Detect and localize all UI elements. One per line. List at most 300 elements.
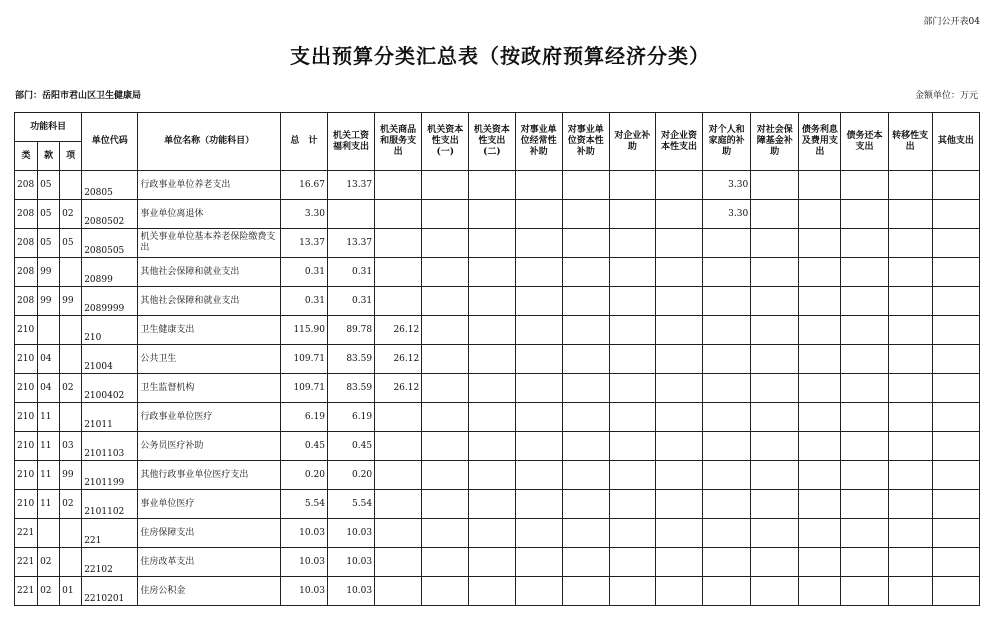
cell-c6 [562, 548, 609, 577]
page-title: 支出预算分类汇总表（按政府预算经济分类） [290, 44, 710, 68]
cell-c2 [375, 258, 422, 287]
cell-c11 [799, 490, 841, 519]
table-row [15, 461, 980, 490]
cell-c5 [515, 548, 562, 577]
cell-total: 5.54 [280, 490, 327, 519]
cell-c14 [932, 258, 979, 287]
cell-c2 [375, 577, 422, 606]
cell-c1: 0.31 [327, 287, 374, 316]
cell-total: 0.31 [280, 287, 327, 316]
cell-c2: 26.12 [375, 345, 422, 374]
cell-c2 [375, 461, 422, 490]
cell-c10 [751, 258, 799, 287]
cell-c9 [703, 519, 751, 548]
table-row [15, 548, 980, 577]
cell-c1: 10.03 [327, 577, 374, 606]
header-c6: 对事业单位资本性补助 [562, 113, 609, 171]
cell-c1: 0.45 [327, 432, 374, 461]
header-c9: 对个人和家庭的补助 [703, 113, 751, 171]
cell-c11 [799, 171, 841, 200]
cell-c9 [703, 374, 751, 403]
cell-c6 [562, 374, 609, 403]
form-number: 部门公开表04 [923, 17, 980, 27]
cell-c12 [841, 287, 888, 316]
cell-c14 [932, 519, 979, 548]
cell-unit-code: 2210201 [82, 577, 138, 606]
cell-c8 [655, 171, 702, 200]
cell-c11 [799, 374, 841, 403]
cell-c2 [375, 490, 422, 519]
cell-c14 [932, 577, 979, 606]
cell-c8 [655, 577, 702, 606]
cell-c11 [799, 258, 841, 287]
cell-c6 [562, 577, 609, 606]
cell-c1: 0.31 [327, 258, 374, 287]
cell-xiang [60, 171, 82, 200]
cell-unit-name: 其他社会保障和就业支出 [138, 258, 280, 287]
cell-c11 [799, 200, 841, 229]
cell-c4 [469, 490, 515, 519]
cell-lei: 221 [15, 577, 38, 606]
cell-c9 [703, 403, 751, 432]
cell-kuan [38, 519, 60, 548]
cell-kuan: 11 [38, 432, 60, 461]
cell-c8 [655, 287, 702, 316]
cell-xiang [60, 345, 82, 374]
cell-c8 [655, 403, 702, 432]
cell-total: 0.20 [280, 461, 327, 490]
cell-xiang: 05 [60, 229, 82, 258]
cell-total: 0.45 [280, 432, 327, 461]
cell-c14 [932, 461, 979, 490]
cell-c2 [375, 548, 422, 577]
cell-c9 [703, 490, 751, 519]
cell-c14 [932, 287, 979, 316]
cell-xiang [60, 403, 82, 432]
cell-c5 [515, 345, 562, 374]
cell-kuan: 99 [38, 258, 60, 287]
cell-unit-code: 2089999 [82, 287, 138, 316]
cell-unit-code: 21004 [82, 345, 138, 374]
cell-c1: 89.78 [327, 316, 374, 345]
cell-kuan: 04 [38, 374, 60, 403]
table-row [15, 171, 980, 200]
cell-c13 [888, 461, 932, 490]
cell-kuan: 99 [38, 287, 60, 316]
cell-c12 [841, 171, 888, 200]
cell-c1: 13.37 [327, 229, 374, 258]
cell-xiang: 03 [60, 432, 82, 461]
cell-unit-name: 其他社会保障和就业支出 [138, 287, 280, 316]
cell-total: 13.37 [280, 229, 327, 258]
table-row [15, 287, 980, 316]
cell-c3 [422, 316, 469, 345]
header-kuan: 款 [38, 142, 60, 171]
cell-unit-name: 公务员医疗补助 [138, 432, 280, 461]
cell-lei: 210 [15, 345, 38, 374]
header-unit-name: 单位名称（功能科目） [138, 113, 280, 171]
cell-c11 [799, 316, 841, 345]
cell-c10 [751, 519, 799, 548]
cell-c11 [799, 432, 841, 461]
cell-c5 [515, 229, 562, 258]
cell-c13 [888, 432, 932, 461]
cell-c4 [469, 258, 515, 287]
cell-c7 [609, 287, 655, 316]
cell-c5 [515, 490, 562, 519]
header-c14: 其他支出 [932, 113, 979, 171]
cell-c4 [469, 461, 515, 490]
table-row [15, 374, 980, 403]
cell-lei: 208 [15, 229, 38, 258]
cell-c9 [703, 258, 751, 287]
cell-unit-name: 公共卫生 [138, 345, 280, 374]
cell-c11 [799, 577, 841, 606]
cell-c5 [515, 287, 562, 316]
expenditure-table [14, 112, 980, 606]
meta-row [15, 88, 978, 101]
cell-c6 [562, 432, 609, 461]
cell-lei: 210 [15, 403, 38, 432]
cell-c8 [655, 374, 702, 403]
cell-kuan: 11 [38, 461, 60, 490]
cell-c11 [799, 519, 841, 548]
header-c2: 机关商品和服务支出 [375, 113, 422, 171]
cell-c6 [562, 171, 609, 200]
cell-c12 [841, 200, 888, 229]
cell-c7 [609, 490, 655, 519]
cell-c13 [888, 316, 932, 345]
department-label: 部门：岳阳市君山区卫生健康局 [15, 91, 142, 101]
cell-c13 [888, 229, 932, 258]
cell-c13 [888, 577, 932, 606]
cell-xiang [60, 316, 82, 345]
cell-c10 [751, 403, 799, 432]
cell-c13 [888, 345, 932, 374]
cell-c8 [655, 229, 702, 258]
header-c3: 机关资本性支出(一) [422, 113, 469, 171]
cell-c13 [888, 200, 932, 229]
cell-c13 [888, 490, 932, 519]
table-row [15, 229, 980, 258]
table-row [15, 200, 980, 229]
cell-c13 [888, 374, 932, 403]
cell-c1: 0.20 [327, 461, 374, 490]
cell-lei: 208 [15, 200, 38, 229]
cell-c1: 83.59 [327, 345, 374, 374]
cell-c2 [375, 432, 422, 461]
header-unit-code: 单位代码 [82, 113, 138, 171]
cell-c4 [469, 287, 515, 316]
cell-kuan: 05 [38, 229, 60, 258]
cell-unit-code: 22102 [82, 548, 138, 577]
cell-total: 10.03 [280, 548, 327, 577]
cell-c2 [375, 200, 422, 229]
table-row [15, 432, 980, 461]
header-c4: 机关资本性支出(二) [469, 113, 515, 171]
cell-unit-name: 行政事业单位养老支出 [138, 171, 280, 200]
cell-c14 [932, 432, 979, 461]
cell-c1: 13.37 [327, 171, 374, 200]
cell-c14 [932, 490, 979, 519]
cell-c4 [469, 200, 515, 229]
cell-c8 [655, 519, 702, 548]
cell-c6 [562, 316, 609, 345]
cell-c6 [562, 403, 609, 432]
cell-c3 [422, 345, 469, 374]
cell-c7 [609, 316, 655, 345]
cell-unit-name: 住房公积金 [138, 577, 280, 606]
cell-c2 [375, 287, 422, 316]
cell-c14 [932, 374, 979, 403]
cell-c12 [841, 461, 888, 490]
table-row [15, 519, 980, 548]
cell-c9: 3.30 [703, 171, 751, 200]
cell-c11 [799, 229, 841, 258]
cell-unit-name: 事业单位医疗 [138, 490, 280, 519]
cell-c5 [515, 577, 562, 606]
cell-c1: 10.03 [327, 548, 374, 577]
cell-c11 [799, 345, 841, 374]
cell-c8 [655, 258, 702, 287]
cell-c12 [841, 403, 888, 432]
cell-c4 [469, 577, 515, 606]
cell-c12 [841, 229, 888, 258]
cell-c8 [655, 490, 702, 519]
cell-c12 [841, 577, 888, 606]
cell-c12 [841, 316, 888, 345]
cell-c9 [703, 287, 751, 316]
cell-c3 [422, 374, 469, 403]
table-row [15, 345, 980, 374]
cell-c5 [515, 461, 562, 490]
cell-c13 [888, 258, 932, 287]
header-func-subject: 功能科目 [15, 113, 82, 142]
cell-c3 [422, 200, 469, 229]
cell-c11 [799, 287, 841, 316]
cell-c14 [932, 171, 979, 200]
cell-xiang: 99 [60, 461, 82, 490]
cell-c10 [751, 577, 799, 606]
cell-c13 [888, 171, 932, 200]
cell-xiang: 02 [60, 490, 82, 519]
header-lei: 类 [15, 142, 38, 171]
cell-c11 [799, 461, 841, 490]
cell-c5 [515, 519, 562, 548]
cell-unit-name: 住房保障支出 [138, 519, 280, 548]
cell-c3 [422, 403, 469, 432]
cell-total: 109.71 [280, 374, 327, 403]
cell-unit-code: 2101103 [82, 432, 138, 461]
cell-kuan: 05 [38, 200, 60, 229]
cell-c10 [751, 432, 799, 461]
cell-lei: 221 [15, 519, 38, 548]
cell-c4 [469, 345, 515, 374]
cell-kuan: 11 [38, 490, 60, 519]
cell-c9 [703, 548, 751, 577]
cell-c5 [515, 403, 562, 432]
cell-c3 [422, 490, 469, 519]
cell-xiang: 02 [60, 200, 82, 229]
cell-c14 [932, 229, 979, 258]
cell-c2 [375, 519, 422, 548]
cell-c9 [703, 316, 751, 345]
cell-c6 [562, 200, 609, 229]
cell-unit-code: 20899 [82, 258, 138, 287]
cell-c13 [888, 548, 932, 577]
cell-unit-name: 机关事业单位基本养老保险缴费支出 [138, 229, 280, 258]
cell-lei: 210 [15, 490, 38, 519]
cell-c12 [841, 548, 888, 577]
cell-lei: 210 [15, 432, 38, 461]
cell-c9 [703, 345, 751, 374]
cell-c4 [469, 316, 515, 345]
cell-c10 [751, 229, 799, 258]
cell-c5 [515, 258, 562, 287]
cell-c13 [888, 403, 932, 432]
cell-total: 10.03 [280, 519, 327, 548]
cell-c1: 10.03 [327, 519, 374, 548]
cell-c12 [841, 374, 888, 403]
cell-c6 [562, 229, 609, 258]
cell-c6 [562, 461, 609, 490]
cell-c3 [422, 258, 469, 287]
cell-unit-name: 行政事业单位医疗 [138, 403, 280, 432]
cell-c10 [751, 374, 799, 403]
cell-total: 10.03 [280, 577, 327, 606]
cell-c10 [751, 548, 799, 577]
cell-c10 [751, 200, 799, 229]
cell-c7 [609, 432, 655, 461]
cell-total: 115.90 [280, 316, 327, 345]
cell-c10 [751, 171, 799, 200]
cell-c4 [469, 548, 515, 577]
cell-xiang [60, 519, 82, 548]
cell-lei: 210 [15, 461, 38, 490]
cell-c12 [841, 490, 888, 519]
cell-c5 [515, 200, 562, 229]
cell-c10 [751, 345, 799, 374]
cell-unit-name: 卫生监督机构 [138, 374, 280, 403]
cell-unit-code: 2080505 [82, 229, 138, 258]
header-xiang: 项 [60, 142, 82, 171]
cell-unit-code: 20805 [82, 171, 138, 200]
cell-c10 [751, 316, 799, 345]
cell-c12 [841, 345, 888, 374]
cell-c9 [703, 577, 751, 606]
cell-total: 6.19 [280, 403, 327, 432]
cell-kuan: 04 [38, 345, 60, 374]
cell-unit-code: 221 [82, 519, 138, 548]
cell-unit-name: 其他行政事业单位医疗支出 [138, 461, 280, 490]
cell-kuan [38, 316, 60, 345]
cell-c7 [609, 577, 655, 606]
header-c1: 机关工资福利支出 [327, 113, 374, 171]
cell-c14 [932, 403, 979, 432]
table-row [15, 403, 980, 432]
cell-c3 [422, 461, 469, 490]
cell-c7 [609, 519, 655, 548]
cell-c8 [655, 200, 702, 229]
cell-xiang: 01 [60, 577, 82, 606]
cell-c8 [655, 345, 702, 374]
cell-c1: 83.59 [327, 374, 374, 403]
cell-c6 [562, 345, 609, 374]
cell-c7 [609, 171, 655, 200]
cell-c10 [751, 461, 799, 490]
cell-c10 [751, 490, 799, 519]
cell-unit-code: 2100402 [82, 374, 138, 403]
cell-unit-code: 2101199 [82, 461, 138, 490]
cell-kuan: 02 [38, 548, 60, 577]
cell-c5 [515, 432, 562, 461]
cell-c3 [422, 432, 469, 461]
cell-kuan: 11 [38, 403, 60, 432]
cell-c2 [375, 229, 422, 258]
cell-total: 16.67 [280, 171, 327, 200]
cell-total: 109.71 [280, 345, 327, 374]
cell-c5 [515, 374, 562, 403]
cell-xiang: 02 [60, 374, 82, 403]
cell-c11 [799, 403, 841, 432]
cell-xiang [60, 258, 82, 287]
cell-c1 [327, 200, 374, 229]
cell-c1: 5.54 [327, 490, 374, 519]
cell-c2 [375, 171, 422, 200]
header-c5: 对事业单位经常性补助 [515, 113, 562, 171]
header-c10: 对社会保障基金补助 [751, 113, 799, 171]
cell-unit-code: 21011 [82, 403, 138, 432]
cell-c14 [932, 316, 979, 345]
cell-c6 [562, 519, 609, 548]
cell-c7 [609, 374, 655, 403]
cell-c14 [932, 548, 979, 577]
header-total: 总 计 [280, 113, 327, 171]
unit-label: 金额单位：万元 [914, 91, 978, 101]
cell-c13 [888, 519, 932, 548]
cell-lei: 208 [15, 171, 38, 200]
cell-c10 [751, 287, 799, 316]
cell-c3 [422, 577, 469, 606]
cell-total: 3.30 [280, 200, 327, 229]
cell-c4 [469, 171, 515, 200]
cell-c7 [609, 461, 655, 490]
cell-c1: 6.19 [327, 403, 374, 432]
cell-c3 [422, 548, 469, 577]
cell-c2 [375, 403, 422, 432]
cell-c12 [841, 258, 888, 287]
cell-c7 [609, 403, 655, 432]
cell-c5 [515, 316, 562, 345]
cell-c3 [422, 519, 469, 548]
cell-c8 [655, 548, 702, 577]
cell-c5 [515, 171, 562, 200]
cell-unit-code: 2101102 [82, 490, 138, 519]
table-row [15, 490, 980, 519]
header-c7: 对企业补助 [609, 113, 655, 171]
cell-c2: 26.12 [375, 374, 422, 403]
header-c11: 债务利息及费用支出 [799, 113, 841, 171]
cell-kuan: 05 [38, 171, 60, 200]
cell-c9: 3.30 [703, 200, 751, 229]
cell-c7 [609, 258, 655, 287]
cell-c8 [655, 461, 702, 490]
cell-unit-name: 卫生健康支出 [138, 316, 280, 345]
table-row [15, 316, 980, 345]
cell-lei: 210 [15, 374, 38, 403]
cell-c12 [841, 432, 888, 461]
cell-c6 [562, 258, 609, 287]
